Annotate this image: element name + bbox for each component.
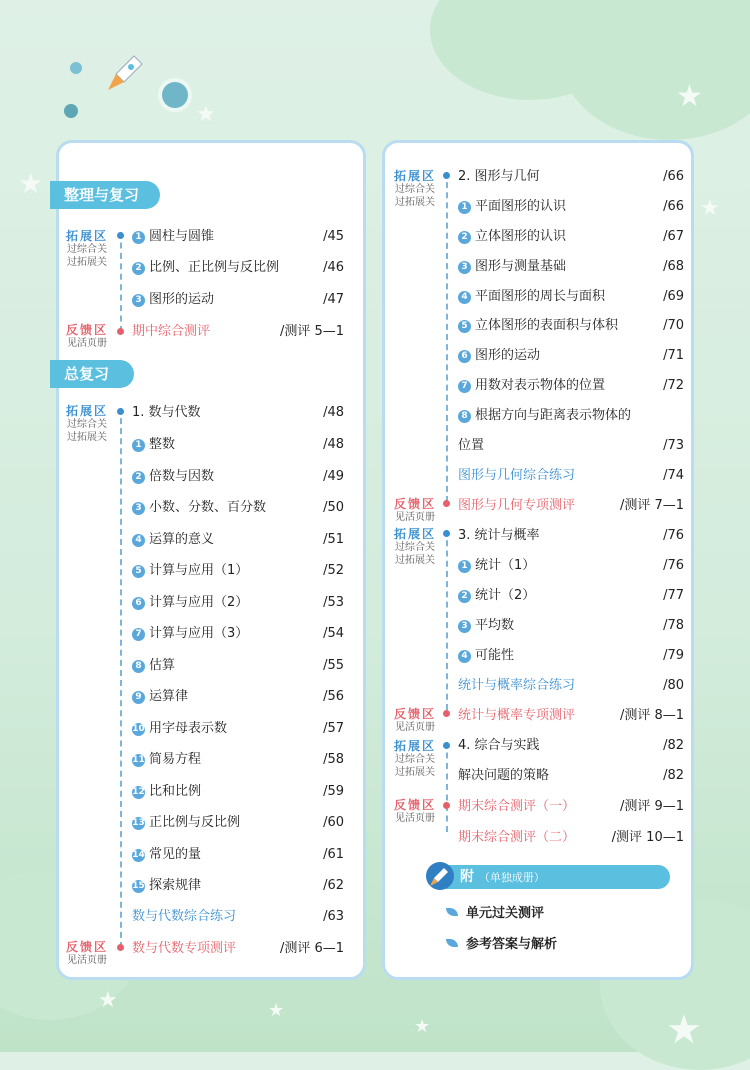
toc-entry[interactable]	[132, 938, 236, 960]
toc-entry-page: /46	[323, 260, 344, 275]
toc-entry[interactable]	[458, 645, 514, 667]
toc-entry-title: 立体图形的表面积与体积	[475, 318, 619, 333]
toc-entry[interactable]	[458, 375, 605, 397]
guide-dot	[117, 408, 124, 415]
toc-entry-page: /76	[663, 528, 684, 543]
toc-entry-title: 统计（2）	[475, 588, 536, 603]
toc-entry-page: /71	[663, 348, 684, 363]
zone-title: 反馈区	[393, 798, 436, 812]
guide-dot	[443, 742, 450, 749]
toc-entry[interactable]	[458, 226, 566, 248]
toc-entry-title: 运算的意义	[149, 532, 215, 547]
zone-label-expand	[56, 405, 118, 444]
toc-entry-page: /55	[323, 658, 344, 673]
toc-entry-page: /52	[323, 563, 344, 578]
zone-title: 反馈区	[65, 940, 108, 954]
item-number-badge: 6	[132, 597, 145, 610]
toc-entry-title: 简易方程	[149, 752, 202, 767]
toc-entry-page: /53	[323, 595, 344, 610]
zone-title: 反馈区	[393, 497, 436, 511]
guide-dot	[443, 530, 450, 537]
toc-entry-page: /76	[663, 558, 684, 573]
star-icon: ★	[700, 196, 720, 221]
toc-entry-page: /82	[663, 768, 684, 783]
toc-entry-page: /45	[323, 229, 344, 244]
toc-entry[interactable]	[132, 226, 214, 248]
toc-entry-title: 1. 数与代数	[132, 405, 201, 420]
toc-entry[interactable]	[132, 466, 214, 488]
toc-entry-title: 探索规律	[149, 878, 202, 893]
section-banner-review: 整理与复习	[50, 181, 160, 209]
toc-entry-title: 整数	[149, 437, 176, 452]
toc-entry-title: 倍数与因数	[149, 469, 215, 484]
toc-entry-page: /62	[323, 878, 344, 893]
toc-entry[interactable]	[132, 560, 248, 582]
toc-entry[interactable]	[132, 402, 201, 424]
toc-entry-title: 图形与几何专项测评	[458, 498, 576, 513]
star-icon: ★	[98, 988, 118, 1013]
toc-entry-page: /77	[663, 588, 684, 603]
toc-entry[interactable]	[458, 166, 540, 188]
toc-entry[interactable]	[132, 321, 210, 343]
toc-entry[interactable]	[458, 405, 631, 427]
toc-entry-title: 平面图形的周长与面积	[475, 289, 606, 304]
toc-entry-title: 3. 统计与概率	[458, 528, 540, 543]
guide-dot	[443, 500, 450, 507]
zone-title: 拓展区	[65, 404, 108, 418]
item-number-badge: 6	[458, 350, 471, 363]
toc-entry[interactable]	[458, 495, 575, 517]
toc-entry[interactable]	[132, 875, 201, 897]
toc-entry-title: 解决问题的策略	[458, 768, 550, 783]
toc-entry-page: /测评 6—1	[279, 941, 344, 956]
star-icon: ★	[268, 1000, 285, 1021]
toc-entry-title: 图形与几何综合练习	[458, 468, 576, 483]
zone-subtitle: 过综合关	[395, 542, 435, 553]
zone-subtitle: 过拓展关	[395, 555, 435, 566]
toc-entry[interactable]	[458, 525, 540, 547]
toc-entry-page: /56	[323, 689, 344, 704]
toc-entry-page: /69	[663, 289, 684, 304]
rocket-icon	[424, 860, 456, 892]
toc-entry[interactable]	[458, 615, 514, 637]
toc-entry[interactable]	[458, 345, 540, 367]
toc-entry[interactable]	[132, 529, 214, 551]
toc-entry-title: 2. 图形与几何	[458, 169, 540, 184]
toc-entry[interactable]	[458, 585, 535, 607]
toc-entry[interactable]	[458, 765, 549, 787]
toc-entry-title: 正比例与反比例	[149, 815, 241, 830]
toc-entry[interactable]	[458, 675, 575, 697]
zone-title: 拓展区	[393, 527, 436, 541]
toc-entry-title: 图形与测量基础	[475, 259, 567, 274]
toc-entry-title: 图形的运动	[475, 348, 541, 363]
toc-entry-page: /79	[663, 648, 684, 663]
zone-label-expand	[56, 230, 118, 269]
toc-entry[interactable]	[132, 812, 240, 834]
zone-subtitle: 见活页册	[395, 512, 435, 523]
cloud-decoration	[560, 0, 750, 140]
item-number-badge: 8	[132, 660, 145, 673]
toc-entry-title: 数与代数综合练习	[132, 909, 237, 924]
toc-entry-page: /49	[323, 469, 344, 484]
toc-entry-title: 计算与应用（1）	[149, 563, 249, 578]
zone-subtitle: 见活页册	[395, 722, 435, 733]
toc-entry[interactable]	[458, 705, 575, 727]
item-number-badge: 7	[132, 628, 145, 641]
toc-entry[interactable]	[132, 781, 201, 803]
guide-dot	[117, 944, 124, 951]
toc-entry[interactable]	[132, 844, 201, 866]
item-number-badge: 13	[132, 818, 145, 828]
toc-entry[interactable]	[132, 592, 248, 614]
star-icon: ★	[676, 79, 703, 114]
toc-entry-title: 图形的运动	[149, 292, 215, 307]
zone-subtitle: 过拓展关	[395, 767, 435, 778]
toc-entry-title: 数与代数专项测评	[132, 941, 237, 956]
zone-title: 反馈区	[393, 707, 436, 721]
zone-subtitle: 过综合关	[395, 754, 435, 765]
item-number-badge: 5	[132, 565, 145, 578]
toc-entry-page: /63	[323, 909, 344, 924]
toc-entry-page: /74	[663, 468, 684, 483]
appendix-item[interactable]: 单元过关测评	[446, 903, 544, 925]
toc-entry-page: /48	[323, 437, 344, 452]
leaf-icon	[446, 939, 458, 947]
leaf-icon	[446, 908, 458, 916]
appendix-subtitle: （单独成册）	[478, 871, 545, 884]
zone-subtitle: 见活页册	[67, 338, 107, 349]
toc-entry-title: 立体图形的认识	[475, 229, 567, 244]
zone-subtitle: 过综合关	[395, 184, 435, 195]
toc-entry-page: /60	[323, 815, 344, 830]
toc-entry-title: 用数对表示物体的位置	[475, 378, 606, 393]
toc-entry-page: /68	[663, 259, 684, 274]
section-banner-general-review: 总复习	[50, 360, 134, 388]
item-number-badge: 3	[458, 620, 471, 633]
zone-label-feedback	[56, 941, 118, 967]
item-number-badge: 3	[458, 261, 471, 274]
toc-entry-page: /测评 7—1	[619, 498, 684, 513]
toc-entry-page: /80	[663, 678, 684, 693]
appendix-banner	[430, 865, 670, 889]
item-number-badge: 14	[132, 850, 145, 860]
toc-entry[interactable]	[132, 906, 236, 928]
toc-entry-page: /48	[323, 405, 344, 420]
guide-line	[446, 742, 448, 832]
guide-dot	[443, 172, 450, 179]
toc-entry-page: /58	[323, 752, 344, 767]
toc-entry-title: 可能性	[475, 648, 515, 663]
toc-entry-title: 统计（1）	[475, 558, 536, 573]
toc-entry[interactable]	[132, 434, 175, 456]
zone-title: 拓展区	[393, 169, 436, 183]
toc-entry[interactable]	[132, 686, 188, 708]
toc-entry-title: 平面图形的认识	[475, 199, 567, 214]
appendix-item[interactable]: 参考答案与解析	[446, 934, 557, 956]
guide-dot	[117, 328, 124, 335]
toc-entry-title: 圆柱与圆锥	[149, 229, 215, 244]
toc-entry[interactable]	[458, 256, 566, 278]
item-number-badge: 2	[132, 471, 145, 484]
planet-icon	[64, 104, 78, 118]
toc-entry[interactable]	[132, 497, 266, 519]
zone-title: 拓展区	[65, 229, 108, 243]
item-number-badge: 2	[458, 590, 471, 603]
zone-subtitle: 过综合关	[67, 244, 107, 255]
toc-entry[interactable]	[458, 735, 540, 757]
item-number-badge: 10	[132, 724, 145, 734]
guide-dot	[117, 232, 124, 239]
item-number-badge: 5	[458, 320, 471, 333]
toc-entry[interactable]	[132, 655, 175, 677]
planet-icon	[162, 82, 188, 108]
item-number-badge: 12	[132, 787, 145, 797]
toc-entry-page: /67	[663, 229, 684, 244]
guide-dot	[443, 802, 450, 809]
toc-entry-title: 计算与应用（2）	[149, 595, 249, 610]
toc-entry-page: /73	[663, 438, 684, 453]
toc-entry[interactable]	[132, 718, 227, 740]
toc-entry-page: /61	[323, 847, 344, 862]
guide-line	[446, 172, 448, 502]
zone-label-expand	[384, 740, 446, 779]
guide-line	[120, 232, 122, 332]
toc-entry[interactable]	[132, 749, 201, 771]
toc-entry-page: /测评 10—1	[611, 830, 684, 845]
toc-entry-page: /54	[323, 626, 344, 641]
toc-entry-page: /47	[323, 292, 344, 307]
zone-label-feedback	[384, 799, 446, 825]
toc-entry[interactable]	[132, 623, 248, 645]
item-number-badge: 9	[132, 691, 145, 704]
star-icon: ★	[18, 167, 44, 200]
toc-entry-page: /测评 9—1	[619, 799, 684, 814]
zone-subtitle: 见活页册	[395, 813, 435, 824]
toc-entry-title: 常见的量	[149, 847, 202, 862]
toc-entry[interactable]	[132, 257, 279, 279]
item-number-badge: 3	[132, 502, 145, 515]
toc-entry[interactable]	[458, 796, 575, 818]
toc-entry[interactable]	[458, 435, 484, 457]
zone-label-feedback	[56, 324, 118, 350]
star-icon: ★	[666, 1007, 702, 1053]
item-number-badge: 7	[458, 380, 471, 393]
toc-entry[interactable]	[458, 315, 618, 337]
toc-entry-title: 比和比例	[149, 784, 202, 799]
item-number-badge: 1	[458, 201, 471, 214]
toc-entry-title: 期中综合测评	[132, 324, 211, 339]
item-number-badge: 8	[458, 410, 471, 423]
toc-entry-page: /测评 5—1	[279, 324, 344, 339]
toc-entry[interactable]	[132, 289, 214, 311]
toc-entry-page: /57	[323, 721, 344, 736]
rocket-icon	[104, 50, 148, 94]
zone-subtitle: 过综合关	[67, 419, 107, 430]
item-number-badge: 2	[458, 231, 471, 244]
guide-dot	[443, 710, 450, 717]
toc-entry-title: 估算	[149, 658, 176, 673]
guide-line	[446, 530, 448, 710]
item-number-badge: 1	[132, 439, 145, 452]
item-number-badge: 15	[132, 881, 145, 891]
toc-entry-title: 统计与概率专项测评	[458, 708, 576, 723]
toc-entry-title: 用字母表示数	[149, 721, 228, 736]
toc-entry[interactable]	[458, 196, 566, 218]
zone-title: 反馈区	[65, 323, 108, 337]
toc-entry-title: 运算律	[149, 689, 189, 704]
zone-subtitle: 过拓展关	[67, 257, 107, 268]
zone-subtitle: 见活页册	[67, 955, 107, 966]
item-number-badge: 2	[132, 262, 145, 275]
zone-label-expand	[384, 528, 446, 567]
toc-entry[interactable]	[458, 827, 575, 849]
toc-entry-page: /51	[323, 532, 344, 547]
zone-label-feedback	[384, 498, 446, 524]
toc-entry-page: /测评 8—1	[619, 708, 684, 723]
appendix-title: 附	[460, 869, 474, 885]
star-icon: ★	[414, 1016, 431, 1037]
toc-entry-title: 期末综合测评（一）	[458, 799, 576, 814]
toc-entry-page: /59	[323, 784, 344, 799]
toc-entry[interactable]	[458, 555, 535, 577]
item-number-badge: 11	[132, 755, 145, 765]
toc-entry-title: 小数、分数、百分数	[149, 500, 267, 515]
toc-entry-title: 比例、正比例与反比例	[149, 260, 280, 275]
toc-entry-title: 统计与概率综合练习	[458, 678, 576, 693]
toc-entry-page: /70	[663, 318, 684, 333]
item-number-badge: 1	[132, 231, 145, 244]
toc-entry-page: /78	[663, 618, 684, 633]
zone-label-feedback	[384, 708, 446, 734]
toc-entry-page: /82	[663, 738, 684, 753]
item-number-badge: 1	[458, 560, 471, 573]
item-number-badge: 4	[458, 650, 471, 663]
toc-entry[interactable]	[458, 465, 575, 487]
toc-entry-title: 4. 综合与实践	[458, 738, 540, 753]
zone-title: 拓展区	[393, 739, 436, 753]
toc-entry-title: 平均数	[475, 618, 515, 633]
planet-icon	[70, 62, 82, 74]
toc-entry-page: /66	[663, 199, 684, 214]
item-number-badge: 4	[458, 291, 471, 304]
zone-subtitle: 过拓展关	[395, 197, 435, 208]
toc-entry-title: 期末综合测评（二）	[458, 830, 576, 845]
toc-entry-title: 位置	[458, 438, 485, 453]
toc-entry-title: 计算与应用（3）	[149, 626, 249, 641]
zone-subtitle: 过拓展关	[67, 432, 107, 443]
toc-entry-page: /72	[663, 378, 684, 393]
toc-entry-page: /50	[323, 500, 344, 515]
toc-entry-title: 根据方向与距离表示物体的	[475, 408, 632, 423]
guide-line	[120, 408, 122, 948]
star-icon: ★	[196, 102, 216, 127]
item-number-badge: 4	[132, 534, 145, 547]
zone-label-expand	[384, 170, 446, 209]
item-number-badge: 3	[132, 294, 145, 307]
toc-entry-page: /66	[663, 169, 684, 184]
toc-entry[interactable]	[458, 286, 605, 308]
